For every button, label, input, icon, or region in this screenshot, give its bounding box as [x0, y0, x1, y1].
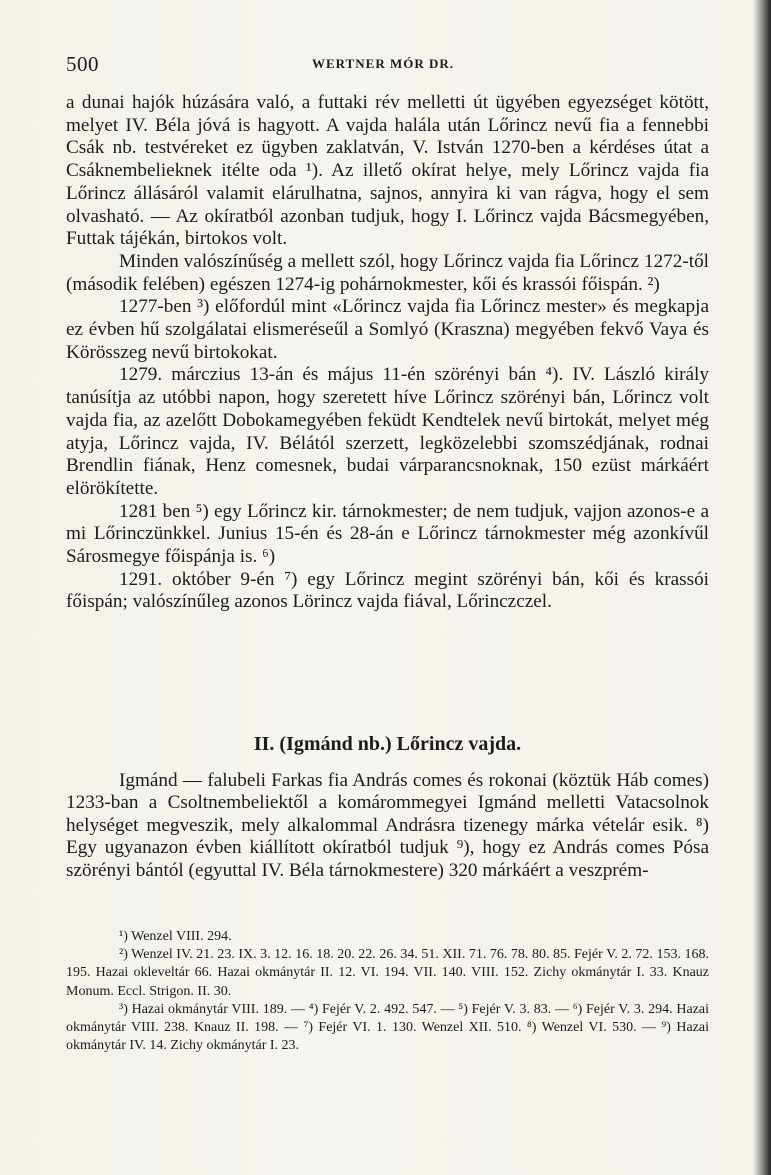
paragraph: 1279. márczius 13-án és május 11-én szörényi bán ⁴). IV. László király tanúsítja az utóbbi napon, hogy szeretett híve Lőrincz szörényi bán, Lőrincz volt vajda fia, az azelőtt Dobokamegyében feküdt Kendtelek nevű birtokát, melyet még atyja, Lőrincz vajda, IV. Bélától szerzett, legközelebbi szomszédjának, rodnai Brendlin fiának, Henz comesnek, budai várparancsnoknak, 150 ezüst márkáért elörökítette.	[66, 364, 709, 499]
running-title: WERTNER MÓR DR.	[312, 56, 455, 71]
paragraph: 1291. október 9-én ⁷) egy Lőrincz megint szörényi bán, kői és krassói főispán; valószínűleg azonos Lörincz vajda fiával, Lőrinczczel.	[66, 568, 709, 613]
footnotes	[66, 928, 709, 1055]
section-text	[66, 770, 709, 882]
footnote: ²) Wenzel IV. 21. 23. IX. 3. 12. 16. 18. 20. 22. 26. 34. 51. XII. 71. 76. 78. 80. 85. Fejér V. 2. 72. 153. 168. 195. Hazai okleveltár 66. Hazai okmánytár II. 12. VI. 194. VII. 140. VIII. 152. Zichy okmánytár I. 33. Knauz Monum. Eccl. Strigon. II. 30.	[66, 947, 709, 999]
paragraph: 1281 ben ⁵) egy Lőrincz kir. tárnokmester; de nem tudjuk, vajjon azonos-e a mi Lőrinczünkkel. Junius 15-én és 28-án e Lőrincz tárnokmester még azonkívűl Sárosmegye főispánja is. ⁶)	[66, 500, 709, 568]
paragraph: 1277-ben ³) előfordúl mint «Lőrincz vajda fia Lőrincz mester» és megkapja ez évben hű szolgálatai elismeréseűl a Somlyó (Kraszna) megyében fekvő Vaya és Körösszeg nevű birtokokat.	[66, 296, 709, 363]
paragraph: Igmánd — falubeli Farkas fia András comes és rokonai (köztük Háb comes) 1233-ban a Csoltnembeliektől a komárommegyei Igmánd melletti Vatacsolnok helységet megveszik, mely alkalommal Andrásra tizenegy márka vételár esik. ⁸) Egy ugyanazon évben kiállított okíratból tudjuk ⁹), hogy ez András comes Pósa szörényi bántól (egyuttal IV. Béla tárnokmestere) 320 márkáért a veszprém-	[66, 770, 709, 881]
footnote: ³) Hazai okmánytár VIII. 189. — ⁴) Fejér V. 2. 492. 547. — ⁵) Fejér V. 3. 83. — ⁶) Fejér V. 3. 294. Hazai okmánytár VIII. 238. Knauz II. 198. — ⁷) Fejér VI. 1. 130. Wenzel XII. 510. ⁸) Wenzel VI. 530. — ⁹) Hazai okmánytár IV. 14. Zichy okmánytár I. 23.	[66, 1001, 709, 1054]
footnote: ¹) Wenzel VIII. 294.	[119, 929, 232, 944]
page-edge-shadow	[753, 0, 771, 1175]
section-heading: II. (Igmánd nb.) Lőrincz vajda.	[253, 733, 522, 755]
paragraph: Minden valószínűség a mellett szól, hogy Lőrincz vajda fia Lőrincz 1272-től (második felében) egészen 1274-ig pohárnokmester, kői és krassói főispán. ²)	[66, 250, 709, 295]
page-header	[66, 52, 706, 76]
paragraph: a dunai hajók húzására való, a futtaki rév melletti út ügyében egyezséget kötött, melyet IV. Béla jóvá is hagyott. A vajda halála után Lőrincz nevű fia a fennebbi Csák nb. testvéreket ez ügyben zaklatván, V. István 1270-ben a kérdéses útat a Csáknembelieknek itélte oda ¹). Az illető okírat helye, mely Lőrincz vajda fia Lőrincz állásáról valamit elárulhatna, sajnos, annyira ki van rágva, hogy el sem olvasható. — Az okíratból azonban tudjuk, hogy I. Lőrincz vajda Bácsmegyében, Futtak tájékán, birtokos volt.	[66, 92, 709, 250]
main-text	[66, 92, 709, 614]
page-number: 500	[66, 52, 99, 76]
